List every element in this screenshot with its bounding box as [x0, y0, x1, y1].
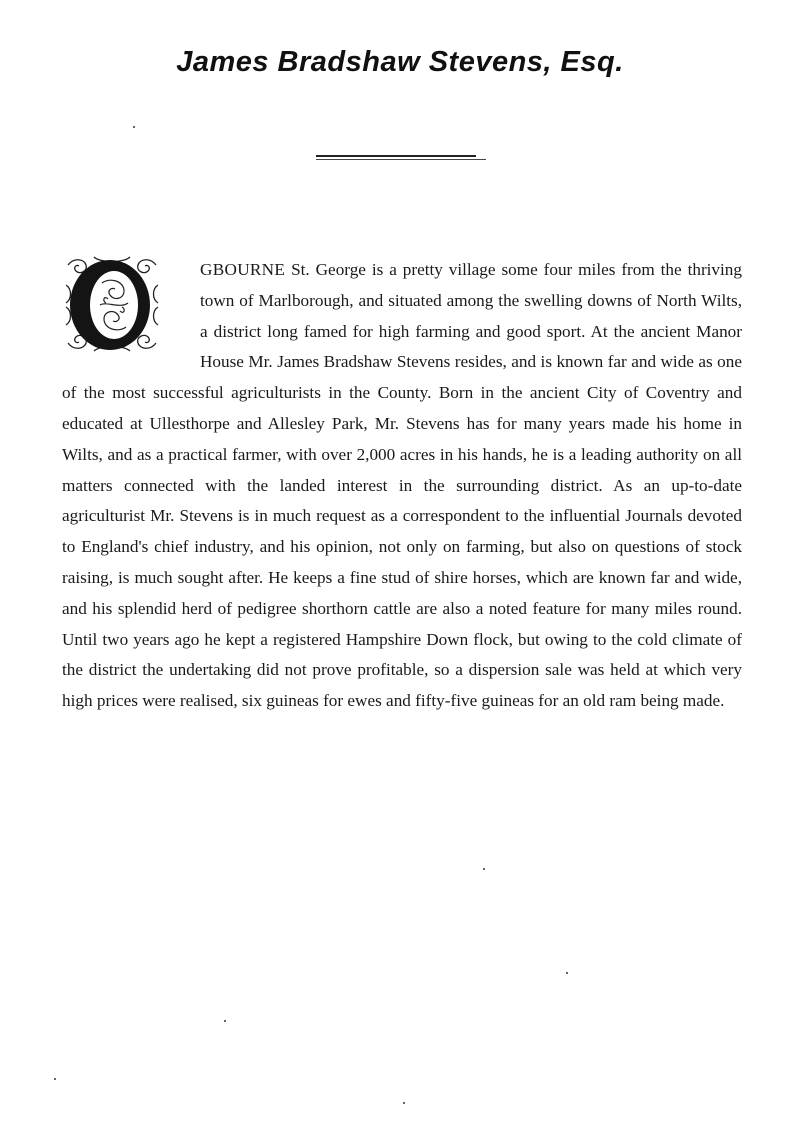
print-speck	[403, 1102, 405, 1104]
print-speck	[566, 972, 568, 974]
print-speck	[133, 126, 135, 128]
page-title: James Bradshaw Stevens, Esq.	[176, 46, 624, 78]
print-speck	[224, 1020, 226, 1022]
print-speck	[54, 1078, 56, 1080]
article-body-text: St. George is a pretty village some four miles from the thriving town of Marlborough, and situated among the swelling downs of North Wilts, a district long famed for high farming and good sport. At the ancient Manor House Mr. James Bradshaw Stevens resides, and is known far and wide as one of the most successful agriculturists in the County. Born in the ancient City of Coventry and educated at Ullesthorpe and Allesley Park, Mr. Stevens has for many years made his home in Wilts, and as a practical farmer, with over 2,000 acres in his hands, he is a leading authority on all matters connected with the landed interest in the surrounding district. As an up-to-date agriculturist Mr. Stevens is in much request as a correspondent to the influential Journals devoted to England's chief industry, and his opinion, not only on farming, but also on questions of stock raising, is much sought after. He keeps a fine stud of shire horses, which are known far and wide, and his splendid herd of pedigree shorthorn cattle are also a noted feature for many miles round. Until two years ago he kept a registered Hampshire Down flock, but owing to the cold climate of the district the undertaking did not prove profitable, so a dispersion sale was held at which very high prices were realised, six guineas for ewes and fifty-five guineas for an old ram being made.	[62, 260, 742, 711]
divider-line-thick	[316, 155, 476, 157]
article-body	[62, 255, 742, 717]
drop-cap-spacer	[62, 255, 200, 375]
first-word-rest: GBOURNE	[200, 260, 286, 279]
title-divider-rule	[316, 153, 486, 162]
print-speck	[483, 868, 485, 870]
divider-line-thin	[316, 159, 486, 160]
